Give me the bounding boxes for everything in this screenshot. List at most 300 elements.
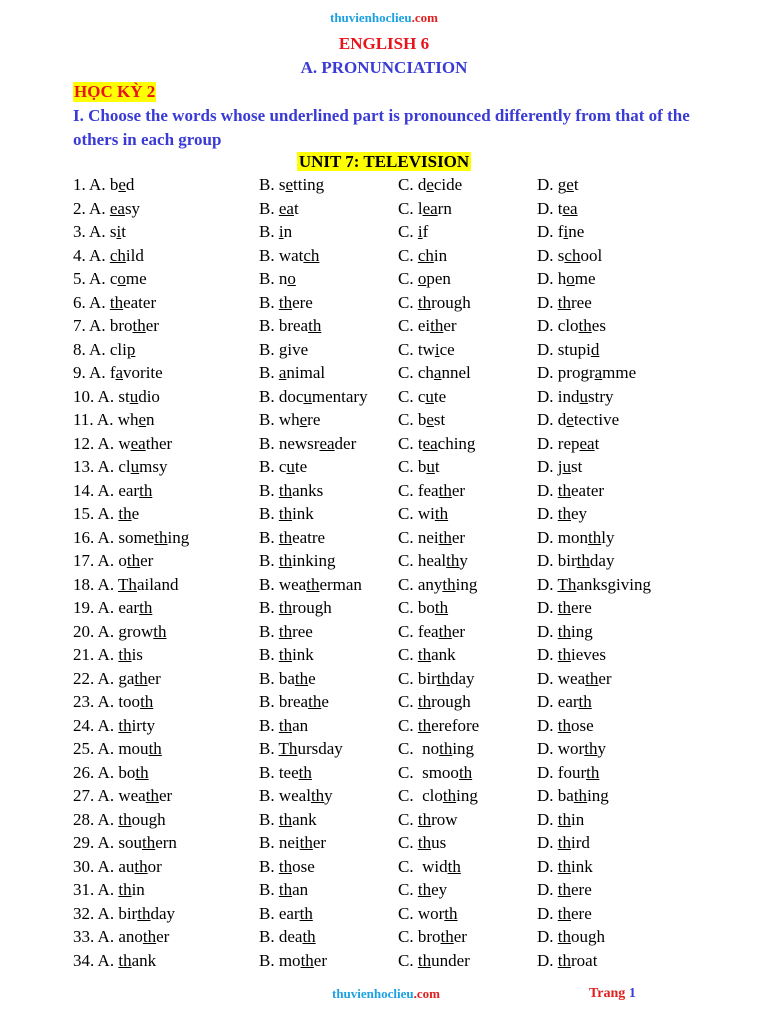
option-text-before: B. brea [259,316,309,335]
option-text-after: ree [292,621,313,641]
option-a [73,643,143,667]
option-a [73,620,167,644]
option-text-after: ink [571,856,593,876]
doc-title: ENGLISH 6 [338,34,430,53]
option-text-before: B. [259,880,279,899]
underlined-part: th [278,551,293,570]
option-text-before: B. nei [259,833,300,852]
option-a [73,197,140,221]
option-text-after: is [131,645,143,664]
option-b [259,620,313,644]
option-d [537,925,605,949]
option-text-after: f [422,222,429,241]
option-text-before: B. [259,856,279,876]
option-text-before: C. t [398,433,423,453]
question-row [0,737,768,761]
underlined-part: i [278,222,284,241]
underlined-part: th [557,856,572,876]
underlined-part: th [557,833,572,852]
option-text-before: C. l [398,198,423,218]
underlined-part: a [115,363,124,382]
option-text-after: t [594,433,600,453]
option-text-before: 8. A. cli [73,339,127,359]
underlined-part: th [586,762,600,782]
option-c [398,643,456,667]
option-text-before: B. [259,339,279,359]
option-text-before: B. [259,363,279,382]
option-text-before: B. ba [259,668,295,688]
option-text-after: ose [571,715,594,735]
question-row [0,267,768,291]
option-text-after: ailand [136,574,179,594]
option-text-before: 24. A. [73,715,119,735]
underlined-part: u [426,457,435,476]
option-text-after: mme [602,363,637,382]
option-a [73,784,172,808]
question-row [0,855,768,879]
underlined-part: ea [422,433,438,453]
option-text-before: C. fea [398,621,439,641]
option-b [259,338,308,362]
option-c [398,502,448,526]
option-text-after: ree [571,292,592,312]
underlined-part: th [132,316,146,335]
underlined-part: e [566,410,574,429]
underlined-part: th [306,574,320,594]
option-text-before: B. [259,621,279,641]
option-text-after: dio [138,386,160,406]
underlined-part: th [417,645,432,664]
option-b [259,855,315,879]
option-d [537,408,619,432]
option-a [73,761,149,785]
option-text-after: t [293,198,299,218]
underlined-part: th [557,598,572,617]
option-text-after: st [433,410,446,429]
option-c [398,690,471,714]
underlined-part: u [130,457,140,476]
option-text-before: 34. A. [73,950,119,970]
page-label: Trang [589,986,629,1001]
option-b [259,408,320,432]
underlined-part: e [299,410,308,429]
option-d [537,361,636,385]
option-text-after: ive [287,339,309,359]
option-text-after: te [294,457,308,476]
footer-site-name: thuvienhoclieu [332,986,414,1001]
option-text-before: D. stupi [537,339,591,359]
question-row [0,549,768,573]
question-row [0,808,768,832]
underlined-part: th [576,551,590,570]
underlined-part: th [142,927,157,946]
option-a [73,596,152,620]
option-a [73,455,167,479]
option-text-before: B. mo [259,950,301,970]
underlined-part: th [557,903,572,923]
option-a [73,549,153,573]
option-b [259,455,307,479]
option-d [537,643,606,667]
underlined-part: th [439,739,453,758]
option-text-after: rn [437,198,452,218]
option-text-before: D. [537,856,558,876]
option-text-before: D. [537,598,558,617]
underlined-part: p [126,339,136,359]
underlined-part: th [557,645,572,664]
underlined-part: u [129,386,139,406]
question-row [0,667,768,691]
question-row [0,479,768,503]
option-a [73,714,155,738]
option-text-after: er [312,833,327,852]
underlined-part: ea [562,198,578,218]
underlined-part: Th [557,574,577,594]
option-text-after: ere [571,903,592,923]
underlined-part: th [278,645,293,664]
option-c [398,338,455,362]
option-d [537,902,592,926]
underlined-part: th [139,480,153,500]
underlined-part: ea [579,433,595,453]
option-c [398,808,458,832]
option-text-before: D. d [537,410,567,429]
option-a [73,855,162,879]
underlined-part: th [154,527,168,547]
option-text-before: C. no [398,739,440,758]
option-text-before: C. clo [398,786,443,805]
option-d [537,267,596,291]
option-text-before: D. wea [537,668,586,688]
option-text-after: anks [292,480,324,500]
option-text-before: B. wea [259,574,307,594]
underlined-part: e [426,175,434,194]
option-text-before: D. [537,574,558,594]
option-text-before: B. brea [259,692,309,711]
option-text-after: in [571,809,585,829]
option-d [537,784,609,808]
option-text-before: C. heal [398,551,447,570]
question-row [0,173,768,197]
option-text-before: B. dea [259,927,303,946]
underlined-part: u [303,386,312,406]
option-c [398,855,461,879]
option-text-before: D. f [537,222,564,241]
option-text-after: er [147,668,161,688]
footer-site-link[interactable] [332,986,440,1002]
option-text-before: 11. A. wh [73,410,139,429]
underlined-part: ea [422,198,438,218]
option-text-after: ther [145,433,173,453]
option-a [73,291,156,315]
option-text-after: ink [292,645,314,664]
option-text-before: 7. A. bro [73,316,133,335]
option-text-after: row [431,809,458,829]
underlined-part: u [425,386,434,406]
underlined-part: th [308,316,322,335]
option-d [537,173,579,197]
option-b [259,197,299,221]
option-text-before: D. [537,903,558,923]
underlined-part: th [298,762,312,782]
option-text-before: B. [259,527,279,547]
underlined-part: th [278,504,293,523]
option-text-before: B. [259,739,279,758]
option-d [537,667,612,691]
option-d [537,808,584,832]
question-row [0,338,768,362]
option-b [259,314,321,338]
underlined-part: th [137,903,151,923]
unit-title: UNIT 7: TELEVISION [298,152,470,171]
underlined-part: ea [109,198,125,218]
option-text-before: C. b [398,457,427,476]
option-text-after: te [433,386,447,406]
option-c [398,949,470,973]
option-text-before: B. ear [259,903,300,923]
underlined-part: e [426,410,434,429]
option-b [259,549,336,573]
option-d [537,479,604,503]
option-b [259,714,308,738]
option-text-before: 29. A. sou [73,833,142,852]
option-text-before: D. [537,809,558,829]
option-text-after: under [431,950,470,970]
underlined-part: th [557,880,572,899]
underlined-part: th [278,598,293,617]
option-text-before: D. j [537,457,563,476]
option-text-before: D. ba [537,786,574,805]
option-text-after: rough [431,292,471,312]
underlined-part: Th [278,739,298,758]
option-text-after: er [451,527,466,547]
option-text-after: us [431,833,447,852]
option-text-before: 17. A. o [73,551,127,570]
option-text-after: eater [123,292,157,312]
option-text-before: 5. A. c [73,269,118,288]
underlined-part: u [562,457,571,476]
option-text-after: tting [293,175,325,194]
option-b [259,526,325,550]
option-text-after: ce [439,339,455,359]
option-a [73,173,134,197]
option-text-before: 28. A. [73,809,119,829]
option-text-before: C. wi [398,504,435,523]
option-text-before: D. [537,645,558,664]
question-row [0,314,768,338]
option-text-before: C. any [398,574,443,594]
option-text-after: er [145,316,159,335]
option-text-before: D. four [537,762,587,782]
option-c [398,479,465,503]
underlined-part: ch [564,245,581,265]
option-b [259,808,317,832]
option-a [73,808,166,832]
option-text-after: erefore [431,715,480,735]
option-c [398,220,428,244]
option-text-before: C. [398,269,418,288]
option-text-before: C. nei [398,527,439,547]
footer [0,986,768,1006]
option-a [73,220,126,244]
option-text-before: C. [398,809,418,829]
underlined-part: th [278,527,293,547]
option-b [259,502,314,526]
option-text-before: D. t [537,198,563,218]
underlined-part: u [579,386,588,406]
option-c [398,667,475,691]
option-text-after: me [574,269,596,288]
underlined-part: g [278,339,288,359]
option-text-after: anksgiving [576,574,651,594]
option-d [537,737,606,761]
underlined-part: Th [118,574,137,594]
option-text-after: ern [155,833,177,852]
underlined-part: u [286,457,295,476]
option-c [398,925,467,949]
option-text-before: C. [398,692,418,711]
option-c [398,620,465,644]
underlined-part: th [438,527,452,547]
option-text-before: D. [537,621,558,641]
option-text-after: ing [452,739,475,758]
option-b [259,173,324,197]
option-text-after: t [121,222,126,241]
option-text-after: ere [571,598,592,617]
option-a [73,902,175,926]
question-row [0,220,768,244]
underlined-part: th [438,480,452,500]
option-text-after: sy [124,198,141,218]
underlined-part: ch [303,245,320,265]
option-text-after: msy [139,457,168,476]
option-text-before: C. [398,645,418,664]
underlined-part: th [588,527,602,547]
option-text-before: C. [398,715,418,735]
option-c [398,878,447,902]
option-text-before: 22. A. ga [73,668,135,688]
option-text-before: B. wh [259,410,300,429]
option-a [73,667,161,691]
option-b [259,479,323,503]
option-c [398,784,478,808]
underlined-part: th [442,574,456,594]
option-b [259,737,343,761]
option-a [73,949,156,973]
header-site-link[interactable] [0,10,768,26]
underlined-part: th [145,786,159,805]
option-text-after: d [125,175,135,194]
underlined-part: d [590,339,600,359]
option-text-after: t [573,175,579,194]
option-b [259,220,292,244]
option-text-before: C. bir [398,668,437,688]
underlined-part: th [299,833,313,852]
option-c [398,596,448,620]
option-d [537,573,651,597]
option-text-after: ool [580,245,603,265]
option-text-before: D. ear [537,692,579,711]
question-row [0,620,768,644]
option-text-before: 1. A. b [73,175,119,194]
option-d [537,620,593,644]
option-a [73,338,135,362]
underlined-part: th [141,833,156,852]
option-text-before: B. [259,715,279,735]
option-text-after: y [459,551,468,570]
option-a [73,314,159,338]
option-text-before: B. doc [259,386,304,406]
option-b [259,596,332,620]
underlined-part: th [446,551,460,570]
underlined-part: th [573,786,588,805]
underlined-part: o [287,269,296,288]
question-row [0,455,768,479]
option-text-before: 27. A. wea [73,786,146,805]
underlined-part: th [458,762,473,782]
option-text-before: C. tw [398,339,435,359]
underlined-part: th [438,621,452,641]
option-text-after: an [292,715,309,735]
question-row [0,197,768,221]
option-text-before: 21. A. [73,645,119,664]
question-row [0,408,768,432]
option-text-after: inking [292,551,336,570]
option-text-after: t [434,457,440,476]
option-text-after: ird [571,833,590,852]
underlined-part: th [557,950,572,970]
underlined-part: i [563,222,569,241]
option-text-before: B. [259,551,279,570]
option-text-before: 32. A. bir [73,903,138,923]
option-text-before: 10. A. st [73,386,130,406]
question-row [0,878,768,902]
option-text-after: stry [588,386,614,406]
option-text-before: B. n [259,269,288,288]
option-text-before: B. [259,504,279,523]
option-text-before: D. ind [537,386,580,406]
option-text-after: roat [571,950,598,970]
underlined-part: th [436,668,450,688]
option-text-before: 6. A. [73,292,110,312]
option-a [73,361,163,385]
option-text-before: B. [259,809,279,829]
option-text-after: ing [456,786,478,805]
option-text-before: 26. A. bo [73,762,136,782]
underlined-part: th [417,809,432,829]
option-d [537,549,614,573]
option-text-before: D. rep [537,433,580,453]
question-row [0,361,768,385]
underlined-part: o [117,269,126,288]
option-text-before: D. clo [537,316,579,335]
underlined-part: th [444,903,458,923]
semester-label: HỌC KỲ 2 [74,82,156,101]
option-a [73,573,178,597]
option-text-after: ink [292,504,314,523]
option-d [537,338,599,362]
footer-site-domain: .com [413,986,440,1001]
option-text-after: ey [571,504,588,523]
option-text-after: me [125,269,147,288]
option-text-after: ing [571,621,593,641]
option-text-before: 23. A. too [73,692,141,711]
underlined-part: th [585,668,599,688]
option-b [259,690,329,714]
option-text-after: e [308,668,316,688]
option-text-before: C. bo [398,598,435,617]
option-text-before: B. [259,645,279,664]
